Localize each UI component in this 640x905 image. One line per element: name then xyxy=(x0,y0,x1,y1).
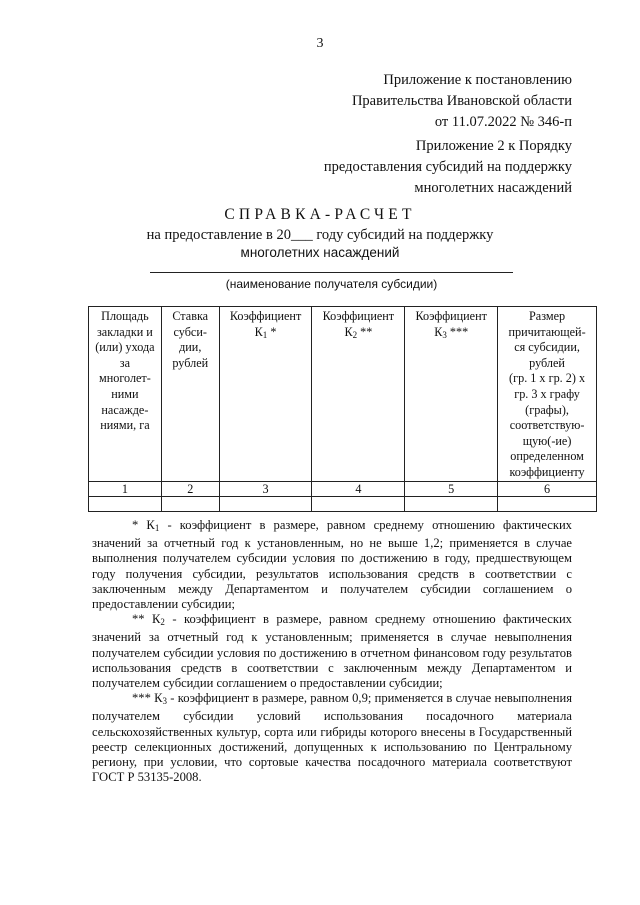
header-text: Коэффициент xyxy=(229,309,302,323)
footnote-index: 3 xyxy=(162,696,168,707)
column-number: 4 xyxy=(312,481,405,496)
footnote-text: - коэффициент в размере, равном 0,9; применяется в случае невыполнения получателем субсидии условий использования посадочного материала сельскохозяйственных культур, сорта или гибриды которого внесены в Государственный реестр селекционных достижений, допущенных к использованию по Центральному региону, при условии, что сортовые качества посадочного материала соответствуют ГОСТ Р 53135-2008. xyxy=(92,691,572,785)
header-text: Площадь xyxy=(101,309,149,323)
column-number: 6 xyxy=(498,481,597,496)
header-line: Приложение 2 к Порядку xyxy=(415,138,572,154)
table-column-numbers-row xyxy=(89,481,597,496)
footnote-text: - коэффициент в размере, равном среднему отношению фактических значений за отчетный год к установленным, но не выше 1,2; применяется в случае выполнения получателем субсидии условия по достижению в году, предшествующем году получения субсидии, результатов использования средств в соответствии с заключенным между Департаментом и получателем субсидии соглашением о предоставлении субсидии; xyxy=(92,518,572,612)
header-text: соответствую- xyxy=(509,418,585,433)
table-header-row xyxy=(89,307,597,482)
header-text: многолет- xyxy=(98,371,151,386)
footnote-marker: * К xyxy=(132,518,155,532)
k-letter: К xyxy=(254,324,263,339)
header-text: причитающей- xyxy=(508,324,586,339)
header-coefficient-k1 xyxy=(219,307,312,482)
header-text: Ставка xyxy=(172,309,209,323)
header-line: Приложение к постановлению xyxy=(383,72,572,88)
header-text: гр. 3 х графу xyxy=(514,386,580,401)
recipient-name-line xyxy=(150,272,513,273)
header-line: предоставления субсидий на поддержку xyxy=(323,159,572,175)
k-index: 2 xyxy=(352,329,358,340)
footnote-text: - коэффициент в размере, равном среднему отношению фактических значений за отчетный год к установленным; применяется в случае невыполнения получателем субсидии условия по достижению в отчетном финансовом году результатов использования средств в соответствии с заключенным между Департаментом и получателем субсидии соглашением о предоставлении субсидии; xyxy=(92,612,572,691)
k-mark: *** xyxy=(446,324,469,339)
footnote-k3 xyxy=(92,691,572,785)
header-subsidy-amount xyxy=(498,307,597,482)
document-subtitle xyxy=(0,226,640,262)
footnote-k2 xyxy=(92,612,572,691)
header-text: закладки и xyxy=(96,324,153,339)
column-number: 1 xyxy=(89,481,162,496)
k-mark: * xyxy=(267,324,277,339)
header-coefficient-k2 xyxy=(312,307,405,482)
header-line: Правительства Ивановской области xyxy=(351,93,572,109)
table-data-row xyxy=(89,496,597,511)
k-mark: ** xyxy=(357,324,373,339)
subtitle-line: на предоставление в 20___ году субсидий на поддержку xyxy=(146,227,494,243)
recipient-label: (наименование получателя субсидии) xyxy=(225,277,438,291)
column-number: 2 xyxy=(161,481,219,496)
header-text: ниями, га xyxy=(100,418,150,433)
header-rate xyxy=(161,307,219,482)
header-text: (гр. 1 х гр. 2) х xyxy=(509,371,586,386)
header-text: щую(-ие) xyxy=(522,433,572,448)
k-index: 3 xyxy=(442,329,447,340)
header-text: ся субсидии, xyxy=(514,340,580,355)
header-text: дии, xyxy=(179,340,202,355)
footnote-k1 xyxy=(92,518,572,612)
header-text: коэффициенту xyxy=(509,464,585,479)
calculation-table xyxy=(88,306,597,512)
footnote-index: 1 xyxy=(154,523,160,533)
header-text: определенном xyxy=(510,449,584,464)
k-index: 1 xyxy=(262,329,268,340)
header-text: за xyxy=(119,355,131,370)
header-text xyxy=(406,325,496,344)
table-cell xyxy=(312,496,405,511)
header-text: рублей xyxy=(172,355,209,370)
page-number: 3 xyxy=(316,36,324,51)
header-text xyxy=(221,325,311,344)
k-letter: К xyxy=(344,324,353,339)
table-cell xyxy=(219,496,312,511)
header-text: насажде- xyxy=(101,402,149,417)
header-text: Размер xyxy=(529,309,566,323)
header-block-resolution xyxy=(352,70,572,133)
footnote-marker: ** К xyxy=(132,612,161,627)
header-block-order xyxy=(324,136,572,199)
header-text: рублей xyxy=(529,355,565,370)
column-number: 3 xyxy=(219,481,312,496)
table-cell xyxy=(498,496,597,511)
column-number: 5 xyxy=(405,481,498,496)
header-text: субси- xyxy=(173,324,207,339)
header-area xyxy=(89,307,162,482)
header-text: (графы), xyxy=(525,402,569,417)
subtitle-line: многолетних насаждений xyxy=(240,245,400,260)
header-text: ними xyxy=(111,386,139,401)
table-cell xyxy=(89,496,162,511)
footnote-index: 2 xyxy=(160,617,165,628)
header-coefficient-k3 xyxy=(405,307,498,482)
header-line: многолетних насаждений xyxy=(414,180,572,196)
table-cell xyxy=(161,496,219,511)
table-cell xyxy=(405,496,498,511)
document-title: СПРАВКА-РАСЧЕТ xyxy=(224,206,416,223)
header-text xyxy=(313,325,403,344)
header-text: Коэффициент xyxy=(322,309,395,323)
header-text: Коэффициент xyxy=(415,309,487,323)
footnotes xyxy=(92,518,572,785)
header-line: от 11.07.2022 № 346-п xyxy=(434,114,572,130)
header-text: (или) ухода xyxy=(95,340,155,355)
footnote-marker: *** К xyxy=(132,691,163,706)
k-letter: К xyxy=(434,324,443,339)
